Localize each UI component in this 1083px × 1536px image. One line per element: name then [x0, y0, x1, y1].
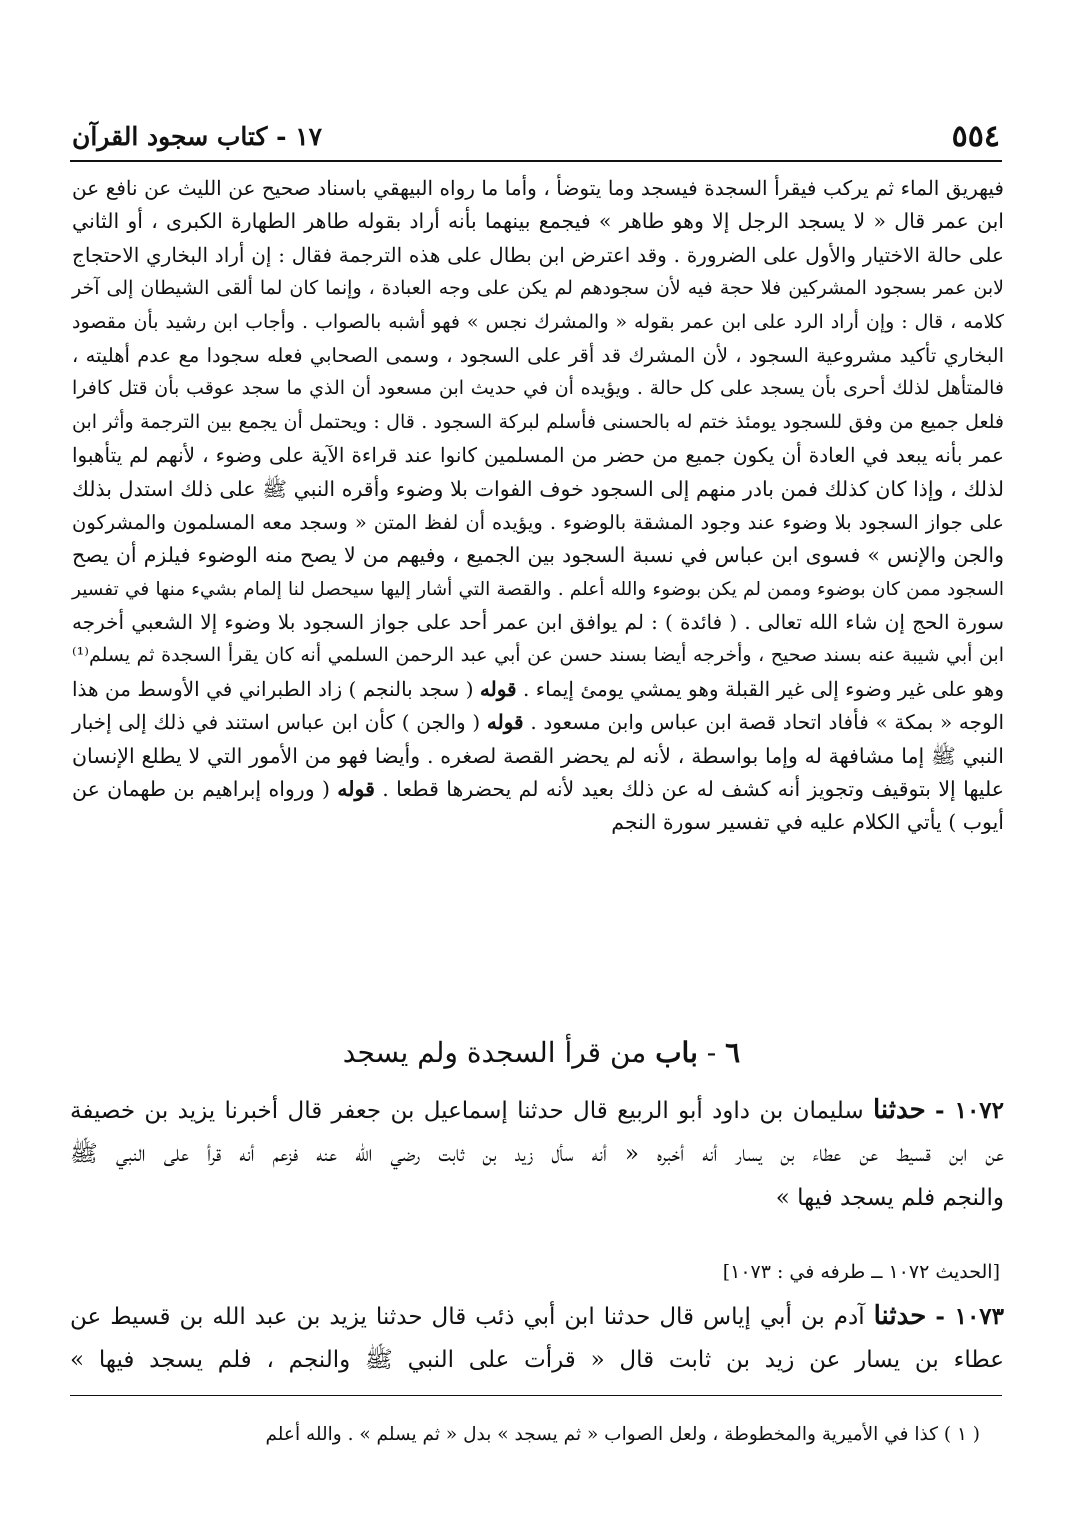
- commentary-line: على حالة الاختيار والأول على الضرورة . وقد اعترض ابن بطال على هذه الترجمة فقال : إن أراد البخاري الاحتجاج: [72, 242, 1004, 267]
- commentary-line: والجن والإنس » فسوى ابن عباس في نسبة السجود بين الجميع ، وفيهم من لا يصح منه الوضوء فيلزم أن يصح: [72, 543, 1004, 568]
- lemma-marker: قوله: [486, 710, 524, 735]
- commentary-segment: عليها إلا بتوقيف وتجويز أنه كشف له عن ذلك بعيد لأنه لم يحضرها قطعا .: [374, 777, 1004, 802]
- commentary-line: كلامه ، قال : وإن أراد الرد على ابن عمر بقوله « والمشرك نجس » فهو أشبه بالصواب . وأجاب ابن رشيد بأن مقصود: [72, 310, 1004, 333]
- hadith-line: والنجم فلم يسجد فيها »: [775, 1185, 1004, 1211]
- commentary-line: ابن عمر قال « لا يسجد الرجل إلا وهو طاهر » فيجمع بينهما بأنه أراد بقوله طاهر الطهارة الكبرى ، أو الثاني: [72, 209, 1004, 234]
- hadith-1073: [70, 1294, 1004, 1382]
- commentary-line: سورة الحج إن شاء الله تعالى . ( فائدة ) : لم يوافق ابن عمر أحد على جواز السجود بلا وضوء إلا الشعبي أخرجه: [72, 610, 1004, 635]
- commentary-line: فيهريق الماء ثم يركب فيقرأ السجدة فيسجد وما يتوضأ ، وأما ما رواه البيهقي باسناد صحيح عن الليث عن نافع عن: [72, 176, 1004, 200]
- commentary-line: أيوب ) يأتي الكلام عليه في تفسير سورة النجم: [611, 810, 1004, 835]
- lemma-marker: قوله: [337, 777, 375, 802]
- lemma-marker: قوله: [479, 676, 517, 701]
- commentary-line: لذلك ، وإذا كان كذلك فمن بادر منهم إلى السجود خوف الفوات بلا وضوء وأقره النبي ﷺ على ذلك استدل بذلك: [72, 476, 1004, 501]
- hadith-text: آدم بن أبي إياس قال حدثنا ابن أبي ذئب قال حدثنا يزيد بن عبد الله بن قسيط عن: [70, 1304, 865, 1330]
- hadith-1072: [70, 1088, 1004, 1220]
- commentary-line: السجود ممن كان بوضوء وممن لم يكن بوضوء والله أعلم . والقصة التي أشار إليها سيحصل لنا إلمام بشيء منها في تفسير: [72, 578, 1004, 600]
- bab-title: من قرأ السجدة ولم يسجد: [342, 1036, 647, 1069]
- haddathana-word: حدثنا: [873, 1301, 927, 1331]
- hadith-line: [70, 1088, 1004, 1132]
- hadith-number: ١٠٧٣ -: [935, 1303, 1005, 1330]
- hadith-text: سليمان بن داود أبو الربيع قال حدثنا إسماعيل بن جعفر قال أخبرنا يزيد بن خصيفة: [70, 1098, 864, 1124]
- bab-number: ٦: [725, 1036, 741, 1069]
- hadith-line: عن ابن قسيط عن عطاء بن يسار أنه أخبره « أنه سأل زيد بن ثابت رضي الله عنه فزعم أنه قرأ على النبي ﷺ: [70, 1141, 1004, 1167]
- commentary-text: [72, 172, 1004, 840]
- footnote: ( ١ ) كذا في الأميرية والمخطوطة ، ولعل الصواب « ثم يسجد » بدل « ثم يسلم » . والله أعلم: [265, 1424, 980, 1445]
- commentary-line: على جواز السجود بلا وضوء عند وجود المشقة بالوضوء . ويؤيده أن لفظ المتن « وسجد معه المسلمون والمشركون: [72, 510, 1004, 534]
- commentary-segment: الوجه « بمكة » فأفاد اتحاد قصة ابن عباس وابن مسعود .: [523, 710, 1004, 735]
- commentary-segment: وهو على غير وضوء إلى غير القبلة وهو يمشي يومئ إيماء .: [516, 676, 1005, 701]
- commentary-line: عمر بأنه يبعد في العادة أن يكون جميع من حضر من المسلمين كانوا عند قراءة الآية على وضوء ، لأنهم لم يتأهبوا: [72, 443, 1004, 468]
- bab-heading: [0, 1030, 1083, 1076]
- commentary-segment: ( والجن ) كأن ابن عباس استند في ذلك إلى إخبار: [72, 710, 487, 735]
- commentary-segment: ( ورواه إبراهيم بن طهمان عن: [72, 777, 338, 802]
- footnote-rule: [70, 1395, 1002, 1396]
- hadith-cross-reference: [الحديث ١٠٧٢ ــ طرفه في : ١٠٧٣]: [722, 1261, 1000, 1283]
- commentary-line: فلعل جميع من وفق للسجود يومئذ ختم له بالحسنى فأسلم لبركة السجود . قال : ويحتمل أن يجمع بين الترجمة وأثر ابن: [72, 410, 1004, 433]
- commentary-line: البخاري تأكيد مشروعية السجود ، لأن المشرك قد أقر على السجود ، وسمى الصحابي فعله سجودا مع عدم أهليته ،: [72, 343, 1004, 367]
- hadith-number: ١٠٧٢ -: [935, 1097, 1005, 1124]
- page-number: ٥٥٤: [951, 119, 1000, 154]
- bab-dash: -: [706, 1036, 717, 1069]
- commentary-line: [72, 706, 1004, 739]
- commentary-line: فالمتأهل لذلك أحرى بأن يسجد على كل حالة . ويؤيده أن في حديث ابن مسعود أن الذي ما سجد عوقب بأن قتل كافرا: [72, 377, 1004, 400]
- page-header: [72, 118, 1000, 156]
- commentary-line: [72, 673, 1004, 706]
- commentary-line: ابن أبي شيبة عنه بسند صحيح ، وأخرجه أيضا بسند حسن عن أبي عبد الرحمن السلمي أنه كان يقرأ السجدة ثم يسلم⁽¹⁾: [72, 644, 1004, 667]
- commentary-segment: ( سجد بالنجم ) زاد الطبراني في الأوسط من هذا: [72, 676, 480, 701]
- commentary-line: [72, 773, 1004, 806]
- header-rule: [70, 160, 1002, 162]
- commentary-line: لابن عمر بسجود المشركين فلا حجة فيه لأن سجودهم لم يكن على وجه العبادة ، وإنما كان لما ألقى الشيطان إلى آخر: [72, 277, 1004, 300]
- hadith-line: [70, 1294, 1004, 1338]
- commentary-line: النبي ﷺ إما مشافهة له وإما بواسطة ، لأنه لم يحضر القصة لصغره . وأيضا فهو من الأمور التي لا يطلع الإنسان: [72, 743, 1004, 768]
- running-title: ١٧ - كتاب سجود القرآن: [72, 122, 323, 151]
- hadith-line: عطاء بن يسار عن زيد بن ثابت قال « قرأت على النبي ﷺ والنجم ، فلم يسجد فيها »: [70, 1347, 1004, 1373]
- haddathana-word: حدثنا: [872, 1095, 926, 1125]
- bab-word: باب: [655, 1036, 698, 1069]
